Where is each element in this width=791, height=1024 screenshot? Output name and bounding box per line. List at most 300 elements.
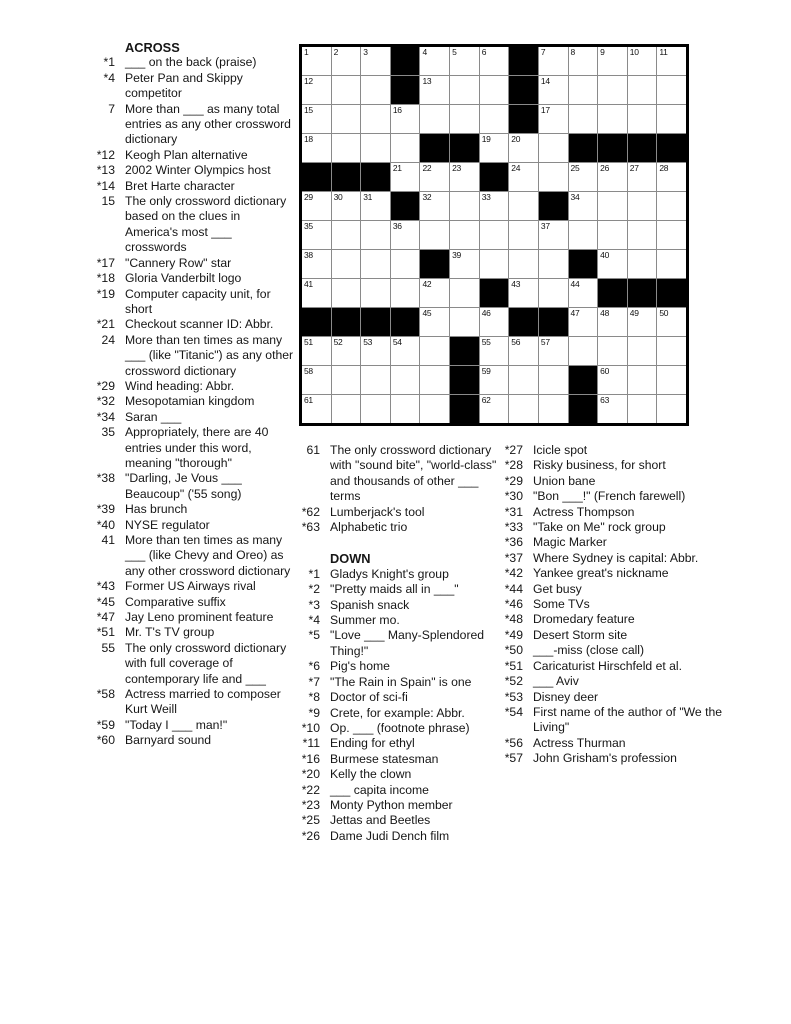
- clue-number: *23: [301, 797, 320, 812]
- clue-text: Disney deer: [533, 689, 599, 704]
- letter-square: [480, 134, 509, 162]
- clue-number: *3: [308, 597, 320, 612]
- black-square: [657, 134, 686, 162]
- clue-row: [90, 317, 295, 332]
- clue-text: First name of the author of "We the Living": [533, 704, 723, 735]
- across-clues-column: [90, 40, 295, 749]
- crossword-grid: [299, 44, 689, 426]
- letter-square: [302, 337, 331, 365]
- letter-square: [657, 163, 686, 191]
- clue-number: 41: [101, 533, 115, 547]
- square-number: 28: [659, 163, 669, 173]
- clue-row: [90, 518, 295, 533]
- clue-text: More than ___ as many total entries as any other crossword dictionary: [125, 101, 291, 147]
- clue-number: *11: [302, 736, 320, 751]
- black-square: [450, 395, 479, 423]
- letter-square: [420, 279, 449, 307]
- across-clue-list: [90, 55, 295, 748]
- letter-square: [391, 279, 420, 307]
- clue-row: [498, 520, 729, 535]
- letter-square: [420, 163, 449, 191]
- square-number: 4: [422, 47, 427, 57]
- letter-square: [657, 192, 686, 220]
- clue-text: Mr. T's TV group: [125, 625, 215, 640]
- clue-text: Op. ___ (footnote phrase): [330, 720, 470, 735]
- clue-row: [295, 767, 504, 782]
- clue-row: [90, 641, 295, 687]
- clue-text: Dromedary feature: [533, 612, 635, 627]
- letter-square: [302, 192, 331, 220]
- clue-number: 15: [101, 194, 115, 209]
- clue-row: [498, 690, 729, 705]
- letter-square: [420, 221, 449, 249]
- letter-square: [598, 337, 627, 365]
- letter-square: [509, 366, 538, 394]
- square-number: 22: [422, 163, 432, 173]
- right-clues-column: [498, 443, 729, 767]
- clue-number: 24: [101, 332, 115, 347]
- letter-square: [598, 192, 627, 220]
- square-number: 21: [392, 163, 402, 173]
- letter-square: [598, 308, 627, 336]
- letter-square: [361, 134, 390, 162]
- letter-square: [657, 250, 686, 278]
- clue-number: *62: [301, 504, 320, 519]
- clue-number: *30: [504, 489, 523, 504]
- down-header: DOWN: [330, 551, 371, 567]
- square-number: 32: [422, 192, 432, 202]
- letter-square: [480, 221, 509, 249]
- square-number: 27: [629, 163, 639, 173]
- clue-row: [295, 659, 504, 674]
- clue-row: [90, 410, 295, 425]
- square-number: 11: [659, 47, 668, 57]
- letter-square: [391, 221, 420, 249]
- down-clue-list: [295, 567, 504, 844]
- letter-square: [302, 76, 331, 104]
- square-number: 36: [392, 221, 402, 231]
- clue-row: [498, 597, 729, 612]
- black-square: [420, 134, 449, 162]
- letter-square: [332, 395, 361, 423]
- letter-square: [450, 250, 479, 278]
- letter-square: [302, 395, 331, 423]
- clue-text: The only crossword dictionary with full coverage of contemporary life and ___: [125, 640, 287, 686]
- square-number: 38: [304, 250, 313, 260]
- clue-row: [498, 751, 729, 766]
- clue-number: *44: [504, 581, 523, 596]
- letter-square: [569, 76, 598, 104]
- square-number: 26: [600, 163, 609, 173]
- letter-square: [598, 221, 627, 249]
- letter-square: [361, 105, 390, 133]
- letter-square: [361, 250, 390, 278]
- letter-square: [657, 395, 686, 423]
- clue-number: *46: [504, 597, 523, 612]
- clue-row: [295, 783, 504, 798]
- square-number: 3: [363, 47, 368, 57]
- letter-square: [361, 47, 390, 75]
- clue-text: Appropriately, there are 40 entries under this word, meaning "thorough": [125, 425, 269, 470]
- letter-square: [450, 192, 479, 220]
- clue-row: [90, 179, 295, 194]
- square-number: 54: [392, 337, 402, 347]
- letter-square: [361, 221, 390, 249]
- clue-number: *20: [301, 767, 320, 782]
- square-number: 61: [304, 395, 313, 405]
- middle-clues-column: [295, 443, 504, 844]
- letter-square: [450, 163, 479, 191]
- clue-number: *16: [301, 751, 320, 766]
- letter-square: [569, 221, 598, 249]
- clue-text: Caricaturist Hirschfeld et al.: [533, 658, 683, 673]
- black-square: [361, 163, 390, 191]
- clue-row: [90, 425, 295, 471]
- square-number: 39: [452, 250, 461, 260]
- square-number: 19: [481, 134, 491, 144]
- letter-square: [361, 337, 390, 365]
- black-square: [361, 308, 390, 336]
- black-square: [569, 134, 598, 162]
- square-number: 50: [659, 308, 669, 318]
- letter-square: [302, 279, 331, 307]
- letter-square: [569, 279, 598, 307]
- square-number: 41: [304, 279, 313, 289]
- letter-square: [509, 250, 538, 278]
- clue-row: [90, 502, 295, 517]
- letter-square: [480, 250, 509, 278]
- clue-row: [90, 610, 295, 625]
- letter-square: [302, 134, 331, 162]
- letter-square: [361, 395, 390, 423]
- clue-text: Actress married to composer Kurt Weill: [125, 687, 281, 717]
- letter-square: [391, 395, 420, 423]
- clue-number: *43: [96, 579, 115, 594]
- letter-square: [391, 366, 420, 394]
- clue-text: ___-miss (close call): [533, 643, 645, 658]
- letter-square: [598, 47, 627, 75]
- letter-square: [657, 105, 686, 133]
- letter-square: [598, 76, 627, 104]
- square-number: 20: [511, 134, 521, 144]
- clue-row: [90, 256, 295, 271]
- across-clue-list-continued: [295, 443, 504, 535]
- letter-square: [628, 337, 657, 365]
- clue-row: [90, 102, 295, 148]
- clue-number: *54: [504, 704, 523, 719]
- clue-text: Jettas and Beetles: [330, 813, 431, 828]
- clue-row: [295, 829, 504, 844]
- clue-text: Computer capacity unit, for short: [125, 286, 271, 316]
- clue-number: *50: [504, 643, 523, 658]
- letter-square: [332, 134, 361, 162]
- clue-text: The only crossword dictionary with "sound bite", "world-class" and thousands of other ___ terms: [330, 443, 497, 504]
- letter-square: [569, 192, 598, 220]
- letter-square: [361, 76, 390, 104]
- clue-text: More than ten times as many ___ (like "Titanic") as any other crossword dictionary: [125, 332, 294, 378]
- clue-number: *7: [308, 674, 320, 689]
- clue-text: Peter Pan and Skippy competitor: [125, 70, 243, 101]
- clue-row: [90, 625, 295, 640]
- letter-square: [509, 221, 538, 249]
- clue-row: [498, 474, 729, 489]
- letter-square: [657, 366, 686, 394]
- letter-square: [539, 105, 568, 133]
- clue-row: [498, 443, 729, 458]
- black-square: [657, 279, 686, 307]
- letter-square: [480, 192, 509, 220]
- letter-square: [450, 308, 479, 336]
- clue-number: *26: [301, 828, 320, 843]
- black-square: [450, 337, 479, 365]
- letter-square: [598, 395, 627, 423]
- square-number: 55: [481, 337, 491, 347]
- clue-number: *63: [301, 520, 320, 535]
- letter-square: [509, 279, 538, 307]
- square-number: 58: [304, 366, 313, 376]
- clue-number: 61: [306, 443, 320, 457]
- letter-square: [539, 279, 568, 307]
- clue-row: [498, 489, 729, 504]
- black-square: [569, 250, 598, 278]
- clue-number: *12: [96, 147, 115, 162]
- letter-square: [598, 366, 627, 394]
- letter-square: [302, 47, 331, 75]
- clue-number: *42: [504, 566, 523, 581]
- clue-row: [498, 612, 729, 627]
- letter-square: [539, 366, 568, 394]
- letter-square: [450, 76, 479, 104]
- clue-text: Magic Marker: [533, 535, 607, 550]
- clue-row: [295, 752, 504, 767]
- clue-text: Bret Harte character: [125, 178, 235, 193]
- letter-square: [628, 395, 657, 423]
- square-number: 60: [600, 366, 609, 376]
- square-number: 63: [600, 395, 609, 405]
- clue-number: *51: [504, 658, 523, 673]
- letter-square: [332, 76, 361, 104]
- clue-number: *39: [96, 502, 115, 517]
- letter-square: [480, 395, 509, 423]
- clue-text: Dame Judi Dench film: [330, 828, 450, 843]
- clue-text: Gladys Knight's group: [330, 566, 449, 581]
- clue-text: Gloria Vanderbilt logo: [125, 271, 242, 286]
- clue-text: More than ten times as many ___ (like Chevy and Oreo) as any other crossword dictionary: [125, 533, 291, 578]
- clue-number: *38: [96, 471, 115, 486]
- square-number: 57: [540, 337, 550, 347]
- black-square: [509, 105, 538, 133]
- letter-square: [539, 250, 568, 278]
- clue-number: *13: [96, 163, 115, 178]
- clue-row: [295, 706, 504, 721]
- clue-text: "Pretty maids all in ___": [330, 582, 459, 597]
- black-square: [391, 76, 420, 104]
- square-number: 17: [540, 105, 550, 115]
- clue-row: [498, 659, 729, 674]
- black-square: [420, 250, 449, 278]
- letter-square: [332, 192, 361, 220]
- clue-row: [90, 579, 295, 594]
- clue-text: Actress Thompson: [533, 504, 635, 519]
- black-square: [509, 308, 538, 336]
- clue-number: *25: [301, 813, 320, 828]
- clue-row: [295, 690, 504, 705]
- clue-row: [295, 613, 504, 628]
- clue-number: 7: [108, 101, 115, 116]
- clue-number: *14: [96, 178, 115, 193]
- letter-square: [598, 250, 627, 278]
- clue-text: Lumberjack's tool: [330, 504, 425, 519]
- clue-text: Checkout scanner ID: Abbr.: [125, 317, 274, 332]
- letter-square: [509, 337, 538, 365]
- square-number: 53: [363, 337, 373, 347]
- letter-square: [332, 221, 361, 249]
- clue-number: *33: [504, 520, 523, 535]
- clue-number: *28: [504, 458, 523, 473]
- clue-number: *9: [308, 705, 320, 720]
- square-number: 18: [304, 134, 313, 144]
- clue-row: [295, 721, 504, 736]
- letter-square: [332, 105, 361, 133]
- letter-square: [569, 308, 598, 336]
- clue-row: [295, 505, 504, 520]
- clue-text: Has brunch: [125, 502, 188, 517]
- clue-number: *32: [96, 394, 115, 409]
- clue-row: [498, 628, 729, 643]
- clue-text: Yankee great's nickname: [533, 566, 669, 581]
- clue-number: *4: [308, 613, 320, 628]
- square-number: 45: [422, 308, 432, 318]
- letter-square: [302, 366, 331, 394]
- black-square: [302, 308, 331, 336]
- clue-text: Desert Storm site: [533, 627, 628, 642]
- clue-text: Ending for ethyl: [330, 736, 415, 751]
- black-square: [569, 395, 598, 423]
- letter-square: [450, 279, 479, 307]
- clue-text: "The Rain in Spain" is one: [330, 674, 472, 689]
- black-square: [628, 279, 657, 307]
- letter-square: [450, 105, 479, 133]
- clue-row: [90, 687, 295, 718]
- letter-square: [598, 105, 627, 133]
- clue-text: "Bon ___!" (French farewell): [533, 489, 686, 504]
- black-square: [598, 134, 627, 162]
- letter-square: [420, 366, 449, 394]
- clue-number: *52: [504, 674, 523, 689]
- clue-row: [498, 582, 729, 597]
- clue-row: [295, 675, 504, 690]
- clue-number: *29: [96, 378, 115, 393]
- square-number: 13: [422, 76, 432, 86]
- square-number: 35: [304, 221, 313, 231]
- clue-row: [498, 458, 729, 473]
- square-number: 25: [570, 163, 580, 173]
- letter-square: [628, 47, 657, 75]
- clue-row: [90, 333, 295, 379]
- clue-row: [90, 148, 295, 163]
- clue-row: [90, 71, 295, 102]
- clue-number: *5: [308, 628, 320, 643]
- square-number: 12: [304, 76, 313, 86]
- clue-row: [295, 813, 504, 828]
- clue-number: *19: [96, 286, 115, 301]
- black-square: [332, 308, 361, 336]
- black-square: [628, 134, 657, 162]
- clue-number: *29: [504, 473, 523, 488]
- clue-text: "Take on Me" rock group: [533, 520, 666, 535]
- square-number: 44: [570, 279, 580, 289]
- clue-row: [90, 163, 295, 178]
- clue-row: [498, 566, 729, 581]
- clue-number: *49: [504, 627, 523, 642]
- square-number: 56: [511, 337, 521, 347]
- clue-text: The only crossword dictionary based on the clues in America's most ___ crosswords: [125, 194, 287, 255]
- square-number: 51: [304, 337, 313, 347]
- square-number: 7: [540, 47, 546, 57]
- clue-row: [295, 798, 504, 813]
- clue-text: Crete, for example: Abbr.: [330, 705, 465, 720]
- letter-square: [420, 337, 449, 365]
- clue-text: Barnyard sound: [125, 733, 212, 748]
- black-square: [391, 47, 420, 75]
- square-number: 34: [570, 192, 580, 202]
- clue-row: [498, 674, 729, 689]
- clue-text: Monty Python member: [330, 797, 453, 812]
- clue-text: ___ on the back (praise): [125, 55, 257, 70]
- clue-row: [295, 736, 504, 751]
- letter-square: [657, 47, 686, 75]
- letter-square: [450, 47, 479, 75]
- across-header: ACROSS: [125, 40, 180, 55]
- clue-number: *1: [308, 566, 320, 581]
- clue-text: Risky business, for short: [533, 458, 666, 473]
- letter-square: [569, 337, 598, 365]
- square-number: 37: [540, 221, 550, 231]
- clue-number: 35: [101, 425, 115, 440]
- letter-square: [391, 250, 420, 278]
- letter-square: [628, 163, 657, 191]
- letter-square: [628, 192, 657, 220]
- clue-row: [90, 533, 295, 579]
- square-number: 10: [629, 47, 639, 57]
- letter-square: [420, 395, 449, 423]
- letter-square: [569, 163, 598, 191]
- clue-number: *45: [96, 594, 115, 609]
- letter-square: [332, 250, 361, 278]
- clue-text: Pig's home: [330, 659, 390, 674]
- letter-square: [569, 47, 598, 75]
- letter-square: [480, 337, 509, 365]
- letter-square: [539, 337, 568, 365]
- letter-square: [509, 134, 538, 162]
- letter-square: [539, 221, 568, 249]
- clue-text: Comparative suffix: [125, 594, 226, 609]
- black-square: [450, 134, 479, 162]
- square-number: 49: [629, 308, 639, 318]
- letter-square: [332, 279, 361, 307]
- black-square: [450, 366, 479, 394]
- letter-square: [509, 395, 538, 423]
- square-number: 48: [600, 308, 609, 318]
- clue-number: *47: [96, 610, 115, 625]
- black-square: [509, 76, 538, 104]
- letter-square: [539, 395, 568, 423]
- clue-row: [90, 379, 295, 394]
- clue-text: "Cannery Row" star: [125, 255, 232, 270]
- clue-text: ___ Aviv: [533, 674, 579, 689]
- letter-square: [539, 134, 568, 162]
- letter-square: [569, 105, 598, 133]
